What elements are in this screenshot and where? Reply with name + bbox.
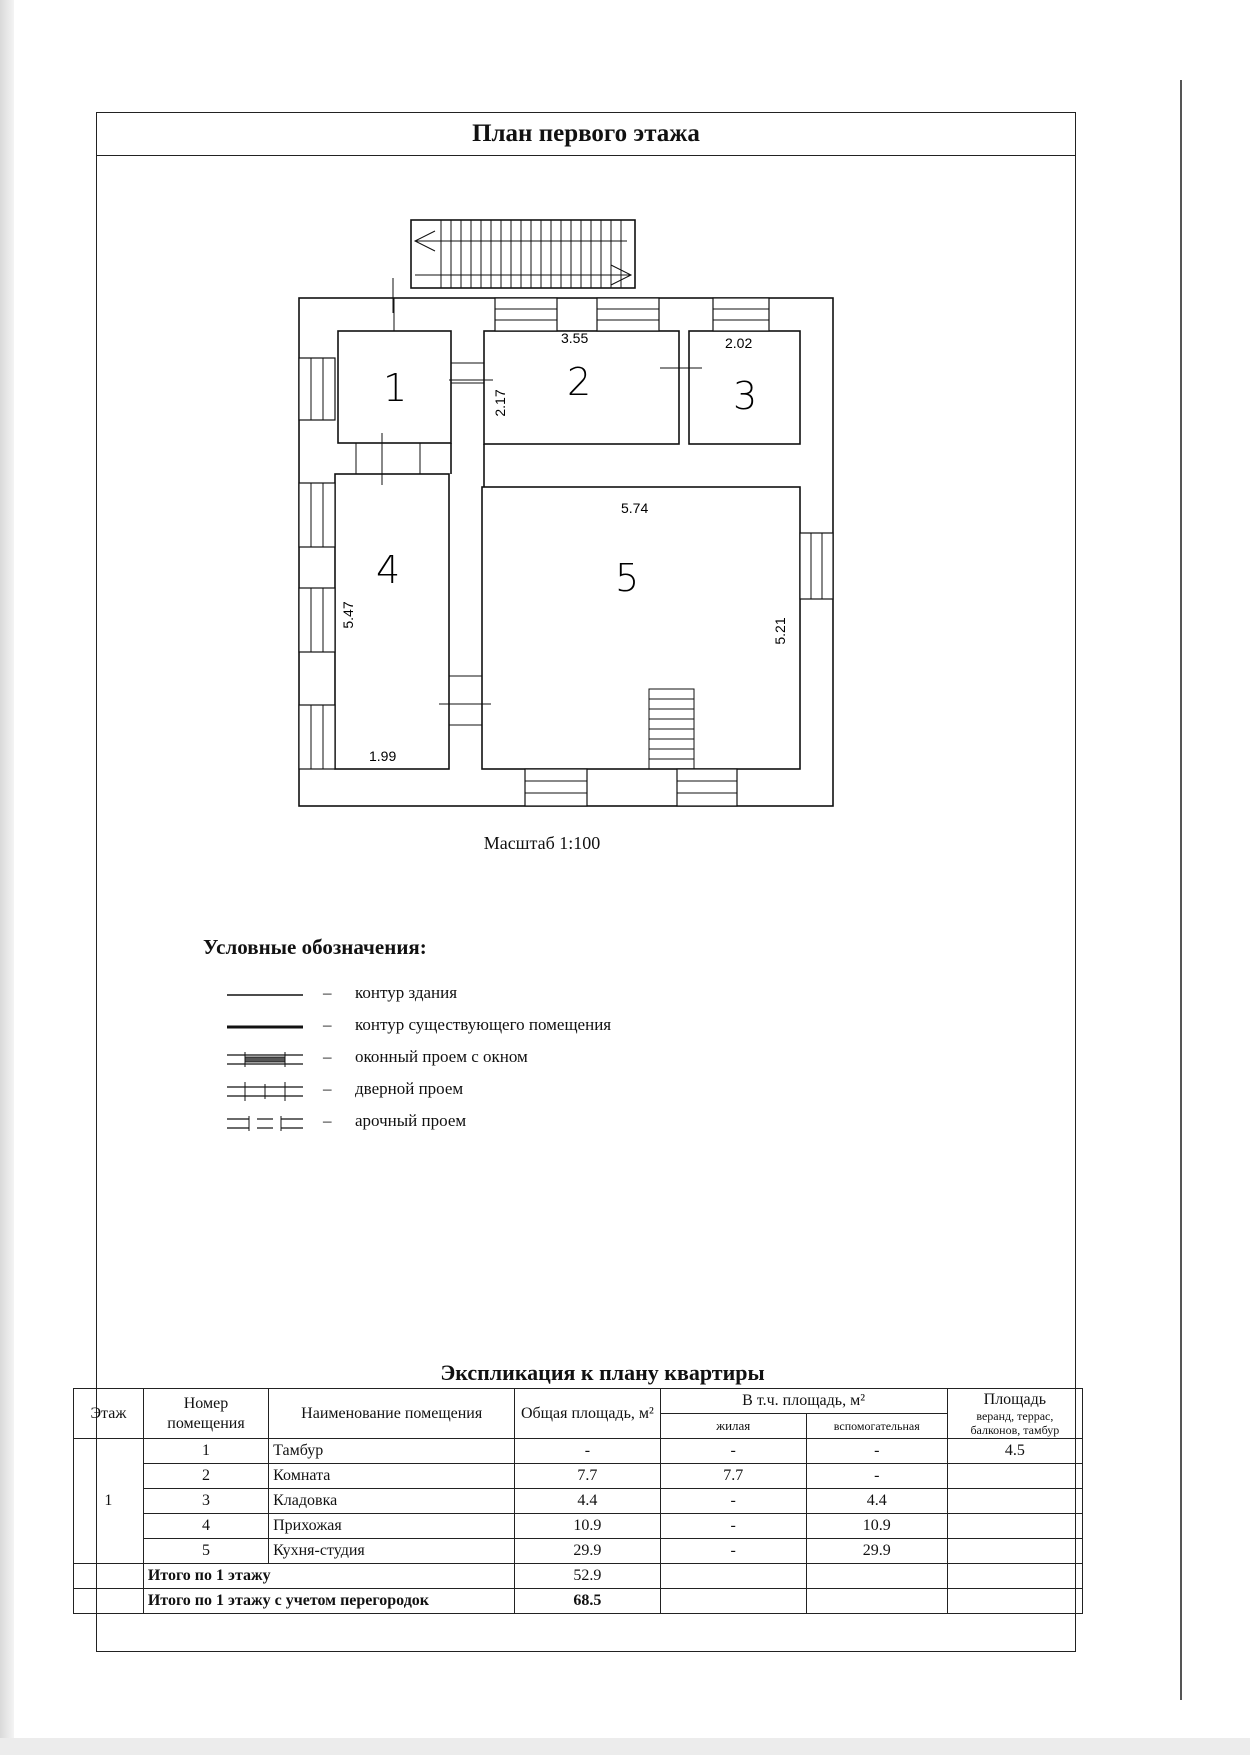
room-number-3: 3 [733, 374, 758, 418]
row-aux: - [806, 1464, 947, 1489]
row-aux: 10.9 [806, 1514, 947, 1539]
building-contour-symbol [227, 985, 307, 1005]
header-veranda-sub: веранд, террас, балконов, тамбур [970, 1408, 1060, 1438]
paper-shadow-bottom [0, 1738, 1250, 1755]
row-total: 10.9 [515, 1514, 660, 1539]
legend-dash: – [323, 1111, 332, 1130]
row-number: 1 [143, 1439, 268, 1464]
row-living: - [660, 1514, 806, 1539]
paper-shadow-left [0, 0, 14, 1755]
header-floor: Этаж [74, 1389, 144, 1439]
row-living: - [660, 1539, 806, 1564]
header-total-area: Общая площадь, м² [515, 1389, 660, 1439]
window-symbol [227, 1049, 307, 1069]
row-veranda [947, 1514, 1082, 1539]
table-row [74, 1464, 1083, 1489]
dimension-room2-depth: 2.17 [492, 389, 508, 417]
row-name: Прихожая [269, 1514, 515, 1539]
row-total: - [515, 1439, 660, 1464]
table-row [74, 1514, 1083, 1539]
legend-title: Условные обозначения: [203, 935, 427, 959]
legend-dash: – [323, 1079, 332, 1098]
floor-plan [97, 113, 1077, 833]
header-including: В т.ч. площадь, м² [660, 1389, 947, 1414]
header-room-number: Номер помещения [143, 1389, 268, 1439]
row-number: 3 [143, 1489, 268, 1514]
row-name: Кладовка [269, 1489, 515, 1514]
header-veranda [947, 1389, 1082, 1439]
legend-label: оконный проем с окном [355, 1047, 528, 1066]
header-auxiliary: вспомогательная [806, 1414, 947, 1439]
total-spacer [74, 1564, 144, 1589]
row-number: 5 [143, 1539, 268, 1564]
table-total-row [74, 1564, 1083, 1589]
dimension-room2-width: 3.55 [561, 330, 589, 346]
table-row [74, 1439, 1083, 1464]
total-value: 68.5 [515, 1589, 660, 1614]
row-living: 7.7 [660, 1464, 806, 1489]
dimension-room4-width: 1.99 [369, 748, 397, 764]
total-empty [806, 1564, 947, 1589]
header-living: жилая [660, 1414, 806, 1439]
dimension-room5-depth: 5.21 [772, 617, 788, 645]
legend-item-window [227, 1047, 827, 1079]
header-room-name: Наименование помещения [269, 1389, 515, 1439]
legend-item-building-contour [227, 983, 827, 1015]
row-veranda [947, 1539, 1082, 1564]
row-veranda [947, 1464, 1082, 1489]
legend-dash: – [323, 983, 332, 1002]
total-empty [660, 1564, 806, 1589]
room-number-5: 5 [615, 556, 640, 600]
legend-item-room-contour [227, 1015, 827, 1047]
dimension-room4-depth: 5.47 [340, 601, 356, 629]
room-5-contour [482, 487, 800, 769]
table-total-row [74, 1589, 1083, 1614]
legend-dash: – [323, 1015, 332, 1034]
legend-label: контур здания [355, 983, 458, 1002]
legend [227, 983, 827, 1143]
row-name: Комната [269, 1464, 515, 1489]
row-aux: 29.9 [806, 1539, 947, 1564]
room-contour-symbol [227, 1017, 307, 1037]
door-symbol [227, 1081, 307, 1101]
row-aux: - [806, 1439, 947, 1464]
explication-title: Экспликация к плану квартиры [440, 1360, 765, 1385]
row-name: Кухня-студия [269, 1539, 515, 1564]
row-living: - [660, 1489, 806, 1514]
document-frame [90, 112, 1076, 1652]
table-row [74, 1539, 1083, 1564]
row-number: 2 [143, 1464, 268, 1489]
row-veranda: 4.5 [947, 1439, 1082, 1464]
row-total: 29.9 [515, 1539, 660, 1564]
row-name: Тамбур [269, 1439, 515, 1464]
row-aux: 4.4 [806, 1489, 947, 1514]
dimension-room5-width: 5.74 [621, 500, 649, 516]
dimension-room3-width: 2.02 [725, 335, 753, 351]
legend-label: арочный проем [355, 1111, 467, 1130]
page-edge-line [1180, 80, 1182, 1700]
table-header-row [74, 1389, 1083, 1414]
row-number: 4 [143, 1514, 268, 1539]
floor-cell: 1 [74, 1439, 144, 1564]
total-value: 52.9 [515, 1564, 660, 1589]
total-label: Итого по 1 этажу с учетом перегородок [143, 1589, 514, 1614]
header-veranda-label: Площадь [983, 1390, 1047, 1408]
total-empty [806, 1589, 947, 1614]
total-empty [947, 1564, 1082, 1589]
total-empty [660, 1589, 806, 1614]
legend-item-door [227, 1079, 827, 1111]
page-title: План первого этажа [97, 113, 1075, 156]
legend-label: дверной проем [355, 1079, 464, 1098]
explication-table [73, 1388, 1083, 1614]
legend-label: контур существующего помещения [355, 1015, 612, 1034]
row-veranda [947, 1489, 1082, 1514]
total-spacer [74, 1589, 144, 1614]
room-number-4: 4 [376, 548, 401, 592]
room-number-1: 1 [383, 366, 408, 410]
total-empty [947, 1589, 1082, 1614]
legend-dash: – [323, 1047, 332, 1066]
table-row [74, 1489, 1083, 1514]
row-total: 7.7 [515, 1464, 660, 1489]
arch-symbol [227, 1113, 307, 1133]
scale-label: Масштаб 1:100 [483, 833, 601, 853]
room-number-2: 2 [567, 360, 592, 404]
legend-item-arch [227, 1111, 827, 1143]
total-label: Итого по 1 этажу [143, 1564, 514, 1589]
row-total: 4.4 [515, 1489, 660, 1514]
row-living: - [660, 1439, 806, 1464]
